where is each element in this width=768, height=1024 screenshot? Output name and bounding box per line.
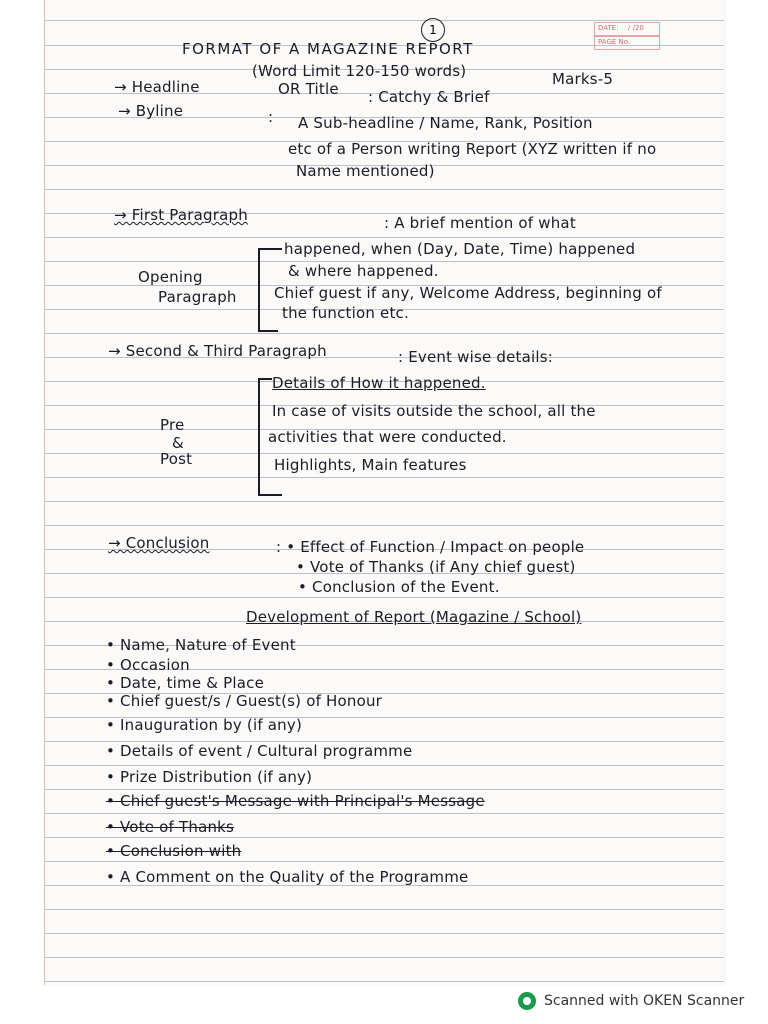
page-title: FORMAT OF A MAGAZINE REPORT [182, 40, 474, 58]
first-paragraph-line-2: & where happened. [288, 262, 439, 280]
scanner-logo-icon [518, 992, 536, 1010]
byline-line-2: etc of a Person writing Report (XYZ written if no [288, 140, 657, 158]
development-item-11: • A Comment on the Quality of the Programme [106, 868, 469, 886]
byline-line-1: A Sub-headline / Name, Rank, Position [298, 114, 593, 132]
development-item-4: • Chief guest/s / Guest(s) of Honour [106, 692, 383, 710]
conclusion-line-1: : • Effect of Function / Impact on people [276, 538, 585, 556]
headline-desc: : Catchy & Brief [368, 88, 490, 106]
byline-line-3: Name mentioned) [296, 162, 435, 180]
second-third-line-1: Details of How it happened. [272, 374, 486, 392]
stamp-date-value: / /20 [628, 24, 644, 32]
development-item-3: • Date, time & Place [106, 674, 265, 692]
development-item-6: • Details of event / Cultural programme [106, 742, 413, 760]
byline-sep: : [268, 108, 274, 126]
development-item-5: • Inauguration by (if any) [106, 716, 302, 734]
scanner-footer-text: Scanned with OKEN Scanner [544, 993, 745, 1009]
page-number-circle: 1 [421, 18, 445, 42]
margin-line [44, 0, 45, 985]
development-item-10: • Conclusion with [106, 842, 242, 860]
stamp-date-label: DATE: [598, 24, 619, 32]
byline-label: → Byline [118, 102, 184, 120]
conclusion-line-3: • Conclusion of the Event. [298, 578, 500, 596]
development-item-9: • Vote of Thanks [106, 818, 235, 836]
second-third-desc: : Event wise details: [398, 348, 554, 366]
development-item-7: • Prize Distribution (if any) [106, 768, 313, 786]
marks: Marks-5 [552, 70, 614, 88]
paragraph-label: Paragraph [158, 288, 237, 306]
first-paragraph-line-4: the function etc. [282, 304, 409, 322]
conclusion-line-2: • Vote of Thanks (if Any chief guest) [296, 558, 576, 576]
development-item-8: • Chief guest's Message with Principal's Message [106, 792, 485, 810]
first-paragraph-line-1: happened, when (Day, Date, Time) happened [284, 240, 636, 258]
headline-or: OR Title [278, 80, 339, 98]
first-paragraph-line-3: Chief guest if any, Welcome Address, beginning of [274, 284, 662, 302]
second-third-line-3: activities that were conducted. [268, 428, 507, 446]
development-item-2: • Occasion [106, 656, 190, 674]
stamp-page-label: PAGE No. [598, 38, 631, 46]
headline-label: → Headline [114, 78, 200, 96]
opening-label: Opening [138, 268, 203, 286]
pre-label: Pre [160, 416, 185, 434]
date-page-stamp [584, 22, 696, 56]
second-third-label: → Second & Third Paragraph [108, 342, 327, 360]
development-title: Development of Report (Magazine / School) [246, 608, 582, 626]
second-third-line-4: Highlights, Main features [274, 456, 467, 474]
first-paragraph-desc: : A brief mention of what [384, 214, 576, 232]
amp-label: & [172, 434, 184, 452]
development-item-1: • Name, Nature of Event [106, 636, 296, 654]
second-third-line-2: In case of visits outside the school, all the [272, 402, 596, 420]
conclusion-label: → Conclusion [108, 534, 210, 552]
first-paragraph-label: → First Paragraph [114, 206, 248, 224]
scanner-footer [518, 992, 744, 1010]
word-limit: (Word Limit 120-150 words) [252, 62, 467, 80]
post-label: Post [160, 450, 193, 468]
